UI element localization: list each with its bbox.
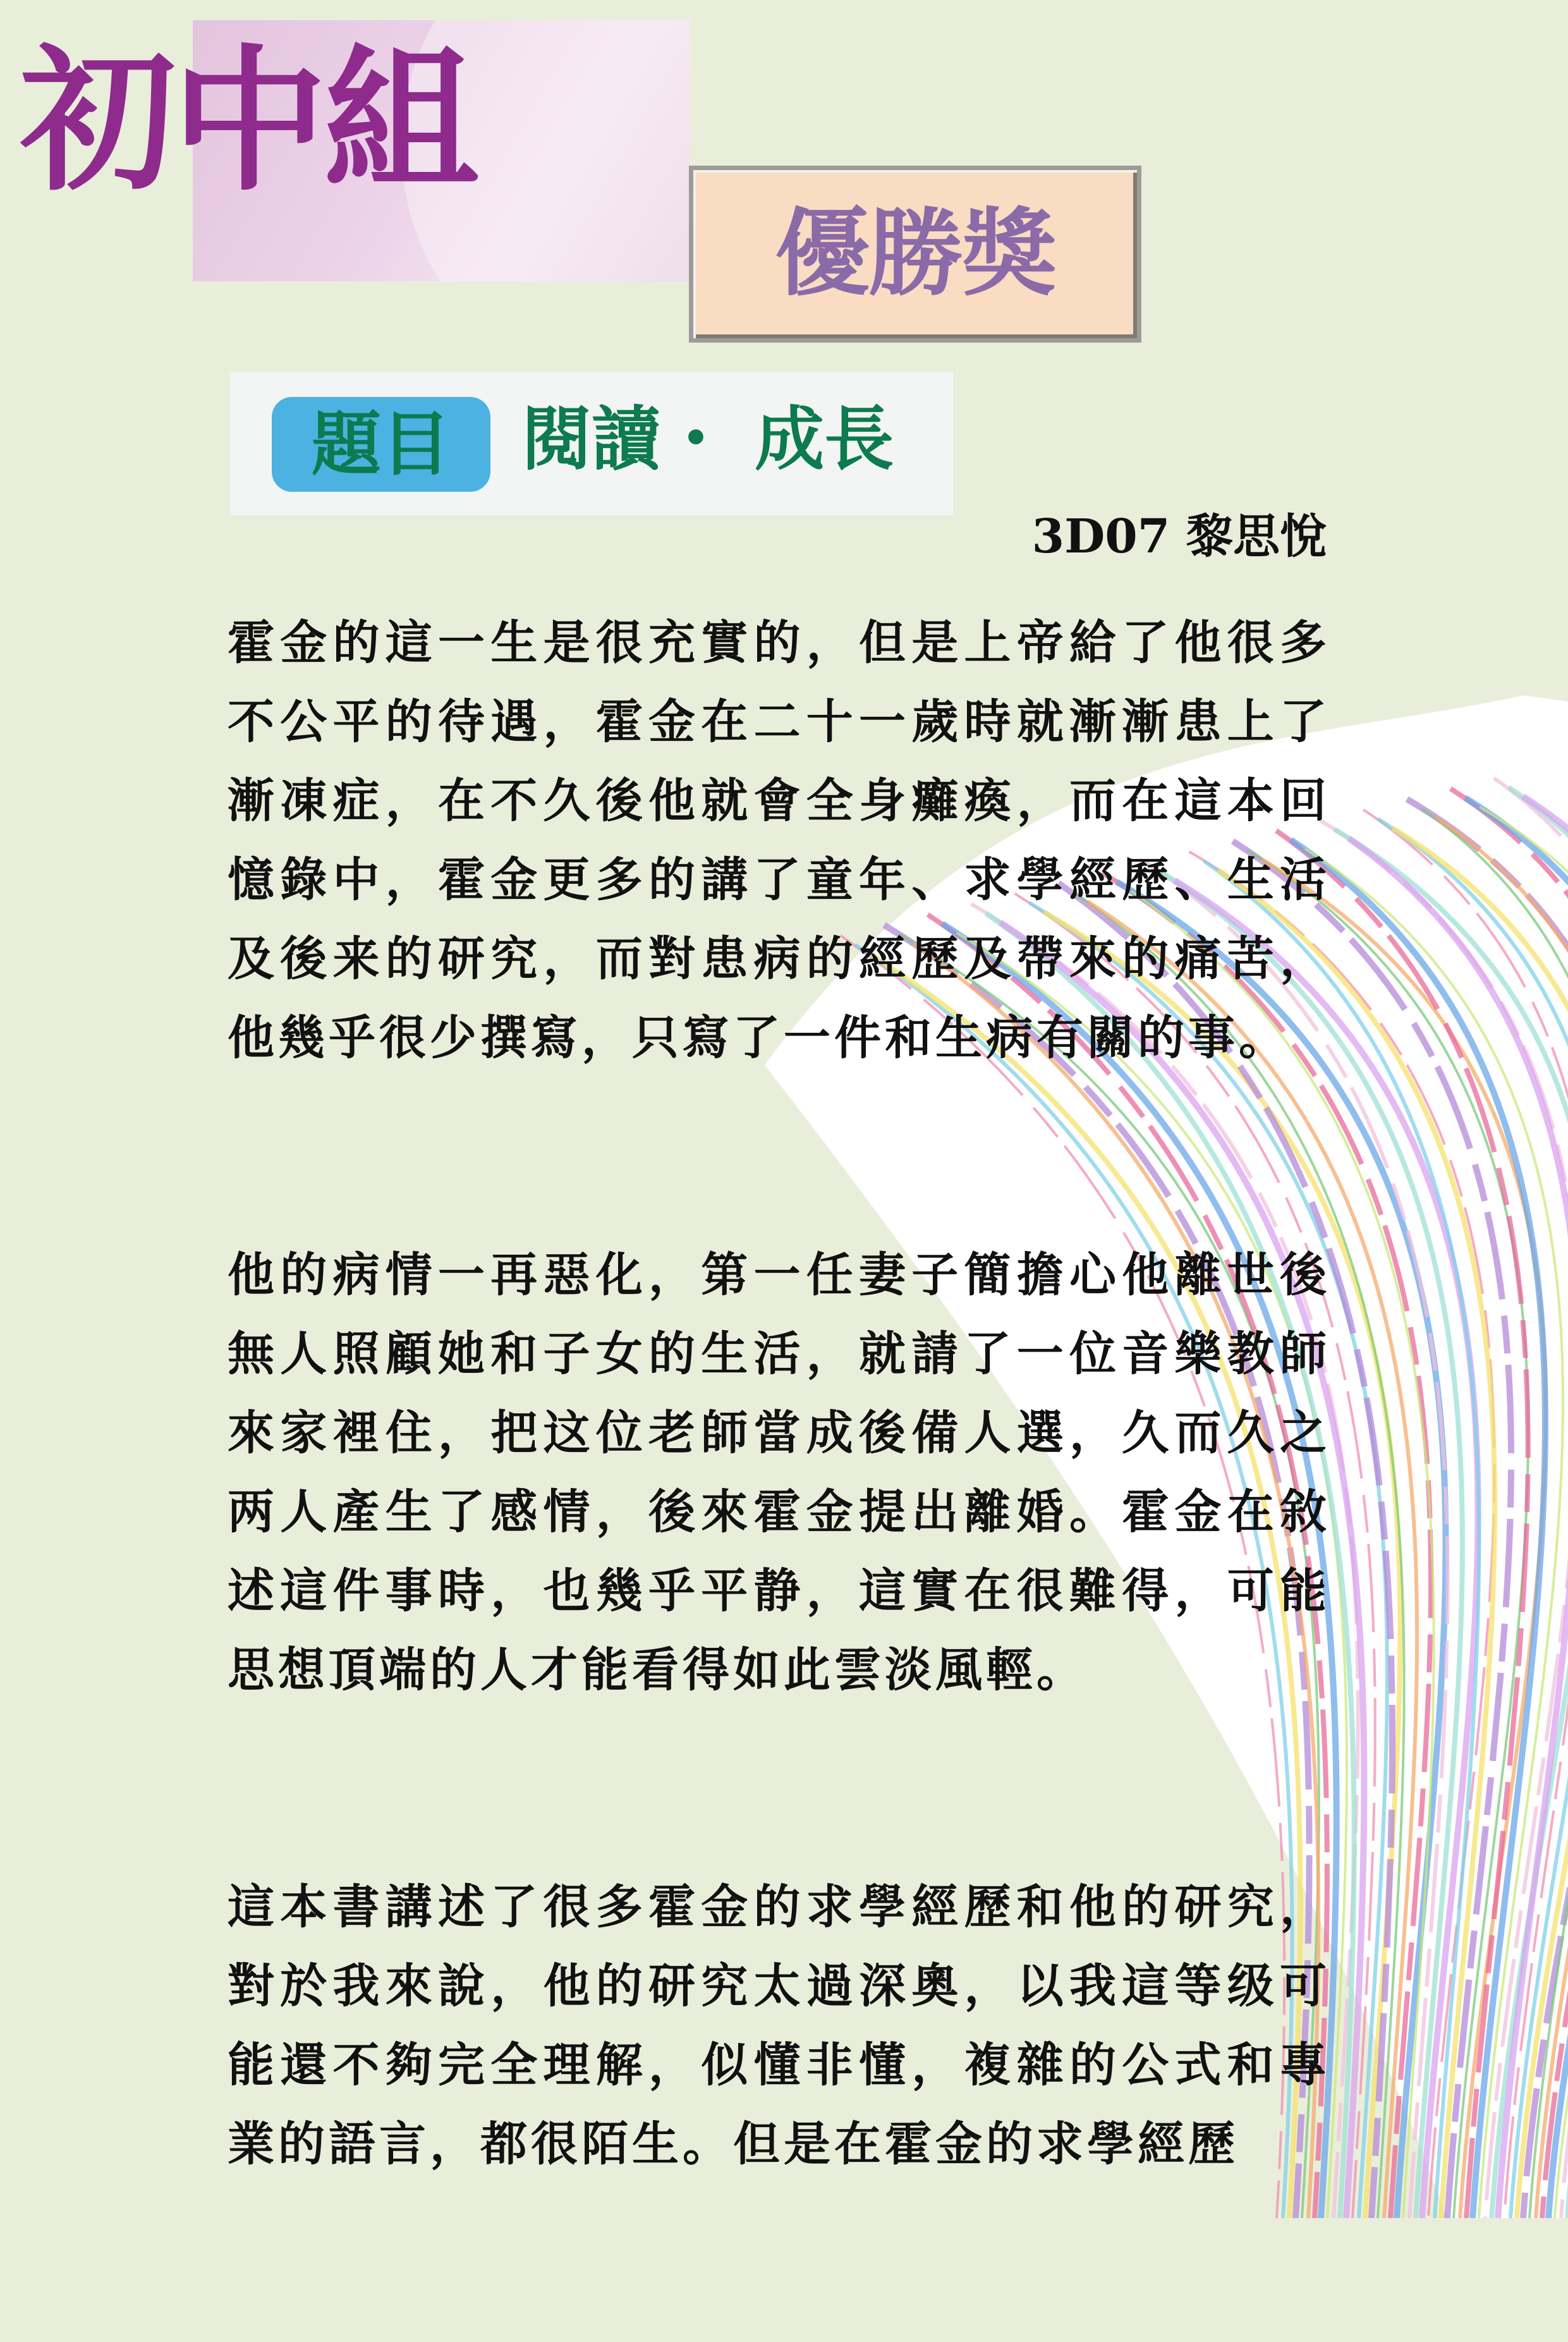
group-title: 初中組 <box>20 32 476 212</box>
topic-bar <box>230 372 953 515</box>
award-title: 優勝獎 <box>774 199 1055 309</box>
essay-paragraph-3: 這本書講述了很多霍金的求學經歷和他的研究，對於我來說，他的研究太過深奧，以我這等级可能還不夠完全理解，似懂非懂，複雜的公式和專業的語言，都很陌生。但是在霍金的求學經歷 <box>228 1880 1330 2171</box>
award-box <box>689 166 1141 343</box>
essay-paragraph-2: 他的病情一再惡化，第一任妻子簡擔心他離世後無人照顧她和子女的生活，就請了一位音樂教師來家裡住，把这位老師當成後備人選，久而久之两人產生了感情，後來霍金提出離婚。霍金在敘述這件事時，也幾乎平静，這實在很難得，可能思想頂端的人才能看得如此雲淡風輕。 <box>228 1248 1330 1697</box>
author-line: 3D07 黎思悅 <box>1031 509 1327 564</box>
topic-label: 題目 <box>312 404 451 485</box>
essay-paragraph-1: 霍金的這一生是很充實的，但是上帝給了他很多不公平的待遇，霍金在二十一歲時就漸漸患上了漸凍症，在不久後他就會全身癱瘓，而在這本回憶錄中，霍金更多的講了童年、求學經歷、生活及後来的研究，而對患病的經歷及帶來的痛苦，他幾乎很少撰寫，只寫了一件和生病有關的事。 <box>228 616 1330 1065</box>
topic-title: 閱讀・ 成長 <box>522 399 894 480</box>
essay-body <box>228 604 1330 2342</box>
topic-badge <box>272 397 490 492</box>
